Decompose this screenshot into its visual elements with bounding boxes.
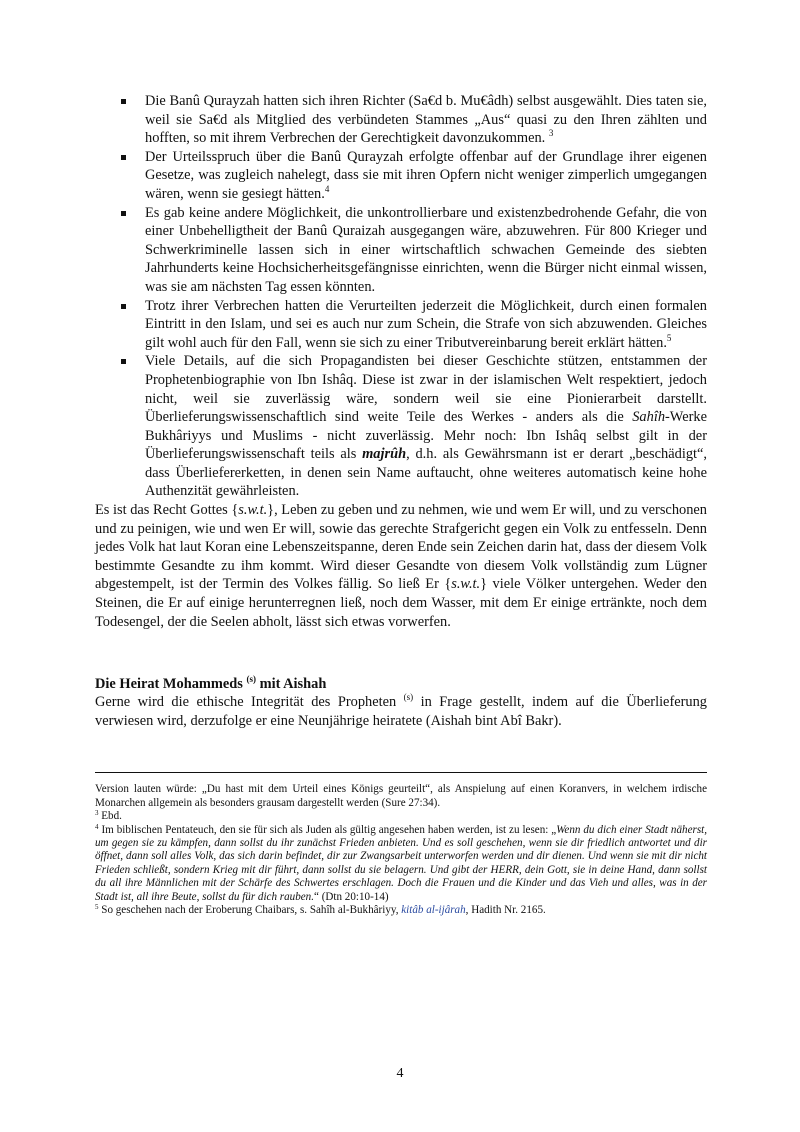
list-item [95, 352, 707, 501]
footnote-3 [95, 810, 707, 823]
paragraph-text: }, Leben zu geben und zu nehmen, wie und wem Er will, und zu verschonen und zu peinigen, wie und wen Er will, sowie das gerechte Strafgericht gegen ein Volk zu entfesseln. Denn jedes Volk hat laut Koran eine Lebenszeitspanne, deren Ende sein Zeichen darin hat, dass der diesem Volk bestimmte Gesandte zu ihm kommt. Wird dieser Gesandte von diesem Volk vollständig zum Lügner abgestempelt, ist der Termin des Volkes fällig. So ließ Er { [95, 502, 707, 593]
bullet-marker [121, 304, 126, 309]
paragraph [95, 693, 707, 730]
list-item [95, 148, 707, 204]
bullet-marker [121, 155, 126, 160]
bullet-text: -Werke Bukhâriyys und Muslims - nicht zuverlässig. Mehr noch: Ibn Ishâq selbst gilt in der Überlieferungswissenschaft teils als [145, 409, 707, 463]
footnote-text: Ebd. [98, 810, 122, 823]
bullet-text: , d.h. als Gewährsmann ist er derart „beschädigt“, dass Überliefererketten, in denen sein Name auftaucht, ohne weiteres automatisch keine hohe Authenzität gewährleisten. [145, 446, 707, 500]
paragraph-text: Gerne wird die ethische Integrität des Propheten [95, 694, 397, 711]
page-number: 4 [396, 1066, 404, 1081]
footnote-5 [95, 904, 707, 917]
paragraph-text: Es ist das Recht Gottes { [95, 502, 239, 519]
footnote-text: So geschehen nach der Eroberung Chaibars, s. Sahîh al-Bukhâriyy, [98, 904, 402, 917]
list-item [95, 92, 707, 148]
paragraph-text: in Frage gestellt, indem auf die Überlieferung verwiesen wird, derzufolge er eine Neunjährige heiratete (Aishah bint Abî Bakr). [95, 694, 708, 729]
list-item [95, 204, 707, 297]
footnote-text: Im biblischen Pentateuch, den sie für sich als Juden als gültig angesehen haben werden, ist zu lesen: „ [98, 823, 557, 836]
footnote-text: “ (Dtn 20:10-14) [314, 890, 389, 903]
bullet-text: Der Urteilsspruch über die Banû Qurayzah erfolgte offenbar auf der Grundlage ihrer eigenen Gesetze, was zugleich nahelegt, dass sie mit ihren Opfern nicht weniger zimperlich umgegangen wären, wenn sie gesiegt hätten. [145, 148, 707, 202]
bullet-marker [121, 211, 126, 216]
italic-term: s.w.t. [238, 502, 268, 519]
bullet-text: Viele Details, auf die sich Propagandisten bei dieser Geschichte stützen, entstammen der Prophetenbiographie von Ibn Ishâq. Diese ist zwar in der islamischen Welt respektiert, jedoch nicht, weil sie zuverlässig wäre, sondern weil sie eine Pionierarbeit darstellt. Überlieferungswissenschaftlich sind weite Teile des Werkes - anders als die [145, 353, 707, 426]
bullet-list [95, 92, 707, 501]
footnote-continuation: Version lauten würde: „Du hast mit dem Urteil eines Königs geurteilt“, als Anspielung auf einen Koranvers, in welchem irdische Monarchen allgemein als besonders grausam dargestellt werden (Sure 27:34). [95, 783, 707, 809]
bullet-marker [121, 99, 126, 104]
footnote-ref[interactable]: 3 [548, 128, 554, 139]
footnote-number: 3 [95, 809, 99, 818]
footnote-text: , Hadith Nr. 2165. [465, 904, 546, 917]
section-heading [95, 675, 707, 693]
italic-term: s.w.t. [451, 576, 481, 593]
list-item [95, 297, 707, 353]
heading-text: mit Aishah [255, 676, 327, 693]
footnote-divider [95, 772, 707, 773]
honorific-sup: (s) [403, 692, 414, 703]
bullet-text: Trotz ihrer Verbrechen hatten die Verurteilten jederzeit die Möglichkeit, durch einen formalen Eintritt in den Islam, und sei es auch nur zum Schein, die Strafe von sich abzuwenden. Gleiches gilt wohl auch für den Fall, wenn sie sich zu einer Tributvereinbarung bereit erklärt hätten. [145, 297, 707, 351]
honorific-sup: (s) [246, 674, 256, 685]
paragraph [95, 501, 707, 631]
paragraph-text: } viele Völker untergehen. Weder den Steinen, die Er auf einige herunterregnen ließ, noch dem Wasser, mit dem Er einige ertränkte, noch dem Todesengel, der die Seelen abholt, lässt sich etwas vorwerfen. [95, 576, 707, 630]
footnote-ref[interactable]: 5 [666, 332, 672, 343]
footnotes [95, 783, 707, 917]
footnote-4 [95, 824, 707, 904]
italic-term: Sahîh [632, 409, 666, 426]
footnote-quote: Wenn du dich einer Stadt näherst, um gegen sie zu kämpfen, dann sollst du ihr zunächst Frieden anbieten. Und es soll geschehen, wenn sie dir friedlich antwortet und dir öffnet, dann soll alles Volk, das sich darin befindet, dir zur Zwangsarbeit unterworfen werden und dir dienen. Und wenn sie mit dir nicht Frieden schließt, sondern Krieg mit dir führt, dann sollst du sie belagern. Und gibt der HERR, dein Gott, sie in deine Hand, dann sollst du all ihre Männlichen mit der Schärfe des Schwertes erschlagen. Doch die Frauen und die Kinder und das Vieh und alles, was in der Stadt ist, all ihre Beute, sollst du für dich rauben. [95, 823, 707, 903]
heading-text: Die Heirat Mohammeds [95, 676, 243, 693]
footnote-number: 5 [95, 903, 99, 912]
footnote-ref[interactable]: 4 [324, 183, 330, 194]
footnote-number: 4 [95, 822, 99, 831]
bullet-marker [121, 359, 126, 364]
italic-term: majrûh [362, 446, 407, 463]
bullet-text: Die Banû Qurayzah hatten sich ihren Richter (Sa€d b. Mu€âdh) selbst ausgewählt. Dies taten sie, weil sie Sa€d als Mitglied des verbündeten Stammes „Aus“ quasi zu den Ihren zählten und hofften, so mit ihrem Verbrechen der Gerechtigkeit davonzukommen. [145, 93, 707, 147]
page-content [95, 92, 707, 917]
footnote-link[interactable]: kitâb al-ijârah [401, 904, 466, 917]
bullet-text: Es gab keine andere Möglichkeit, die unkontrollierbare und existenzbedrohende Gefahr, die von einer Unbehelligtheit der Banû Quraizah ausgegangen wäre, abzuwehren. Für 800 Krieger und Schwerkriminelle lassen sich in einer wirtschaftlich schwachen Gemeinde des siebten Jahrhunderts keine Hochsicherheitsgefängnisse einrichten, wenn die Bürger nicht einmal wissen, was sie am nächsten Tag essen könnten. [145, 204, 707, 295]
